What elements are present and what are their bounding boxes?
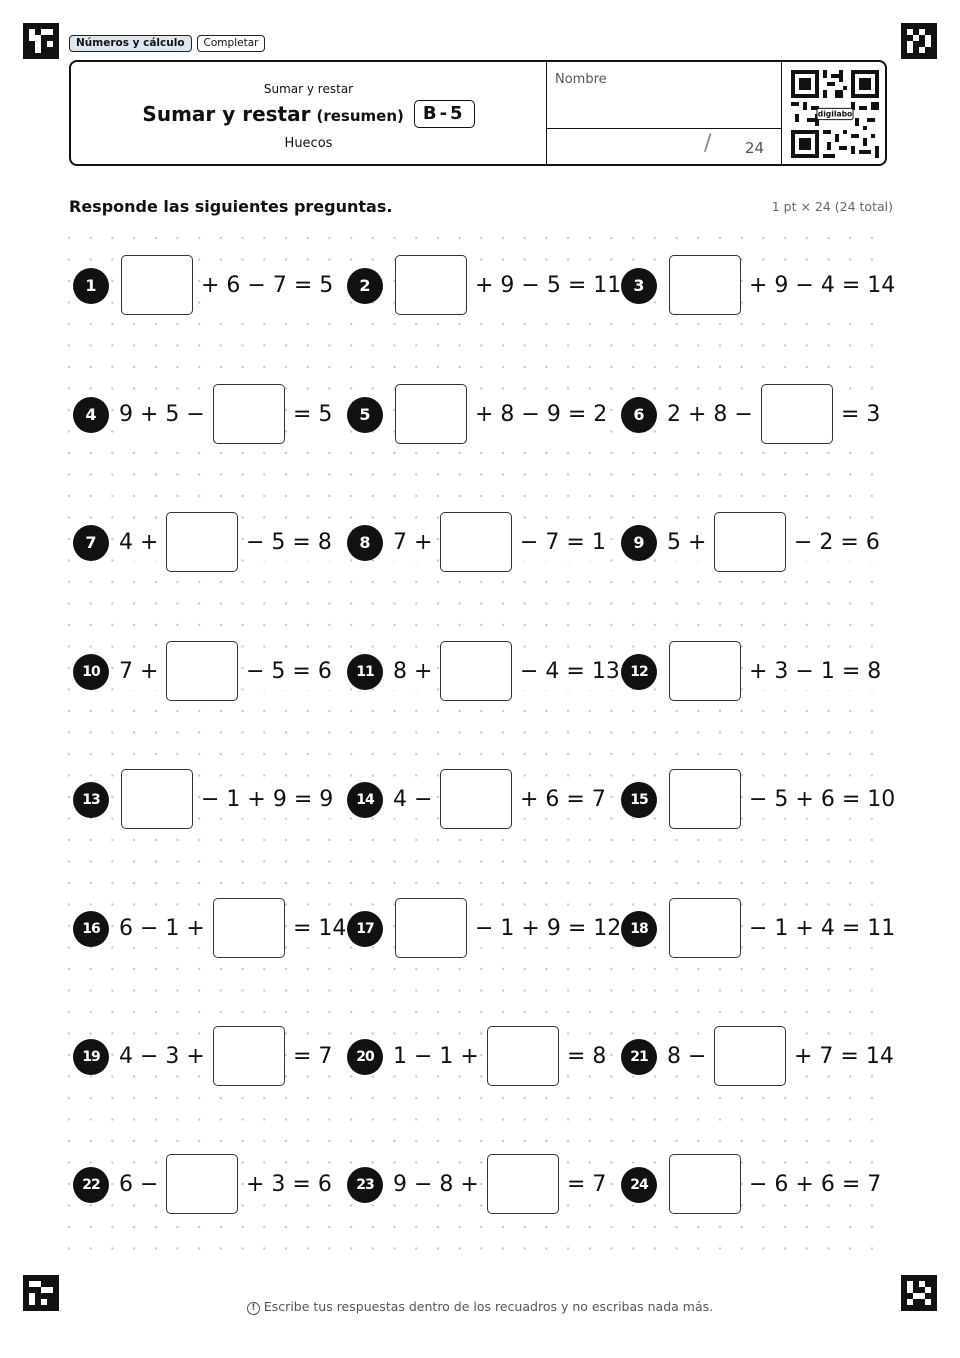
problem-item [621, 1153, 891, 1217]
problem-item [347, 1153, 617, 1217]
expression-before: 8 + [393, 654, 432, 690]
problem-number: 12 [621, 654, 657, 690]
problem-number: 15 [621, 782, 657, 818]
answer-box[interactable] [121, 255, 193, 315]
problem-number: 22 [73, 1167, 109, 1203]
worksheet-header [69, 60, 887, 166]
expression-after: + 3 = 6 [246, 1167, 332, 1203]
answer-box[interactable] [213, 384, 285, 444]
title-row [71, 100, 546, 128]
problem-number: 13 [73, 782, 109, 818]
problem-item [73, 1025, 343, 1089]
worksheet-subtitle: Huecos [284, 136, 333, 151]
problem-item [621, 511, 891, 575]
qr-logo-text: digilabo [817, 109, 853, 119]
qr-code [791, 70, 879, 158]
problem-number: 16 [73, 911, 109, 947]
expression-after: + 8 − 9 = 2 [475, 397, 607, 433]
instruction-text: Responde las siguientes preguntas. [69, 197, 396, 216]
worksheet-title-sub: (resumen) [316, 107, 404, 125]
problem-item [73, 640, 343, 704]
problem-number: 24 [621, 1167, 657, 1203]
info-icon: ! [247, 1302, 260, 1315]
problem-item [347, 897, 622, 961]
expression-after: = 7 [567, 1167, 606, 1203]
problem-item [621, 768, 896, 832]
expression-after: + 9 − 5 = 11 [475, 268, 621, 304]
expression-before: 9 − 8 + [393, 1167, 479, 1203]
answer-box[interactable] [395, 255, 467, 315]
problem-number: 1 [73, 268, 109, 304]
answer-box[interactable] [761, 384, 833, 444]
expression-after: − 4 = 13 [520, 654, 620, 690]
score-total: 24 [745, 139, 765, 157]
expression-before: 9 + 5 − [119, 397, 205, 433]
problem-item [73, 254, 343, 318]
answer-box[interactable] [714, 512, 786, 572]
level-badge: B-5 [414, 100, 475, 128]
problem-item [347, 1025, 617, 1089]
expression-before: 6 − [119, 1167, 158, 1203]
expression-after: − 1 + 4 = 11 [749, 911, 895, 947]
points-info: 1 pt × 24 (24 total) [768, 199, 893, 214]
problem-number: 11 [347, 654, 383, 690]
answer-box[interactable] [166, 512, 238, 572]
problem-item [621, 897, 896, 961]
worksheet-title-text: Sumar y restar [142, 102, 311, 126]
problem-number: 7 [73, 525, 109, 561]
answer-box[interactable] [166, 641, 238, 701]
expression-after: − 5 = 6 [246, 654, 332, 690]
expression-after: − 1 + 9 = 12 [475, 911, 621, 947]
problem-number: 14 [347, 782, 383, 818]
name-field[interactable] [546, 62, 782, 129]
answer-box[interactable] [395, 898, 467, 958]
score-slash: / [704, 131, 712, 156]
expression-after: − 6 + 6 = 7 [749, 1167, 881, 1203]
answer-box[interactable] [714, 1026, 786, 1086]
answer-box[interactable] [487, 1026, 559, 1086]
category-title: Sumar y restar [263, 82, 354, 96]
expression-before: 5 + [667, 525, 706, 561]
footer-text: Escribe tus respuestas dentro de los recuadros y no escribas nada más. [263, 1299, 714, 1314]
expression-after: = 14 [293, 911, 346, 947]
problem-number: 23 [347, 1167, 383, 1203]
problem-item [73, 383, 343, 447]
expression-before: 7 + [119, 654, 158, 690]
expression-after: + 9 − 4 = 14 [749, 268, 895, 304]
problem-item [73, 511, 343, 575]
expression-after: = 8 [567, 1039, 606, 1075]
expression-before: 4 + [119, 525, 158, 561]
problem-number: 10 [73, 654, 109, 690]
problem-item [347, 640, 620, 704]
answer-box[interactable] [669, 898, 741, 958]
category-tags [69, 35, 265, 52]
answer-box[interactable] [487, 1154, 559, 1214]
answer-box[interactable] [440, 641, 512, 701]
category-tag: Números y cálculo [69, 35, 192, 52]
worksheet-title [142, 102, 403, 126]
expression-after: − 2 = 6 [794, 525, 880, 561]
expression-before: 6 − 1 + [119, 911, 205, 947]
problem-number: 6 [621, 397, 657, 433]
answer-box[interactable] [440, 512, 512, 572]
answer-box[interactable] [213, 1026, 285, 1086]
expression-before: 7 + [393, 525, 432, 561]
name-label: Nombre [555, 72, 607, 87]
problem-item [621, 1025, 894, 1089]
title-block [71, 62, 547, 164]
problem-item [621, 254, 896, 318]
problem-item [73, 1153, 343, 1217]
footer-note [0, 1299, 960, 1315]
problem-item [347, 511, 617, 575]
problem-number: 17 [347, 911, 383, 947]
answer-box[interactable] [669, 769, 741, 829]
expression-before: 4 − [393, 782, 432, 818]
expression-after: = 3 [841, 397, 880, 433]
expression-after: + 6 − 7 = 5 [201, 268, 333, 304]
expression-before: 2 + 8 − [667, 397, 753, 433]
problem-number: 8 [347, 525, 383, 561]
corner-marker-top-right [901, 23, 937, 59]
type-tag: Completar [197, 35, 266, 52]
answer-box[interactable] [669, 1154, 741, 1214]
expression-after: + 3 − 1 = 8 [749, 654, 881, 690]
expression-after: = 7 [293, 1039, 332, 1075]
answer-box[interactable] [440, 769, 512, 829]
corner-marker-top-left [23, 23, 59, 59]
score-field[interactable] [546, 129, 782, 164]
answer-box[interactable] [395, 384, 467, 444]
problem-item [347, 254, 622, 318]
answer-box[interactable] [213, 898, 285, 958]
problem-number: 4 [73, 397, 109, 433]
expression-before: 4 − 3 + [119, 1039, 205, 1075]
problem-number: 19 [73, 1039, 109, 1075]
answer-box[interactable] [669, 641, 741, 701]
answer-box[interactable] [669, 255, 741, 315]
problem-number: 20 [347, 1039, 383, 1075]
problem-item [347, 768, 617, 832]
expression-before: 1 − 1 + [393, 1039, 479, 1075]
problem-item [73, 768, 343, 832]
problem-item [621, 383, 891, 447]
problem-number: 3 [621, 268, 657, 304]
problem-item [621, 640, 891, 704]
expression-after: + 6 = 7 [520, 782, 606, 818]
problem-number: 5 [347, 397, 383, 433]
expression-before: 8 − [667, 1039, 706, 1075]
answer-box[interactable] [166, 1154, 238, 1214]
problem-number: 21 [621, 1039, 657, 1075]
problem-number: 9 [621, 525, 657, 561]
problem-number: 2 [347, 268, 383, 304]
problem-number: 18 [621, 911, 657, 947]
expression-after: − 1 + 9 = 9 [201, 782, 333, 818]
answer-box[interactable] [121, 769, 193, 829]
expression-after: − 5 + 6 = 10 [749, 782, 895, 818]
problem-item [73, 897, 347, 961]
expression-after: − 7 = 1 [520, 525, 606, 561]
problem-item [347, 383, 617, 447]
expression-after: − 5 = 8 [246, 525, 332, 561]
expression-after: + 7 = 14 [794, 1039, 894, 1075]
expression-after: = 5 [293, 397, 332, 433]
